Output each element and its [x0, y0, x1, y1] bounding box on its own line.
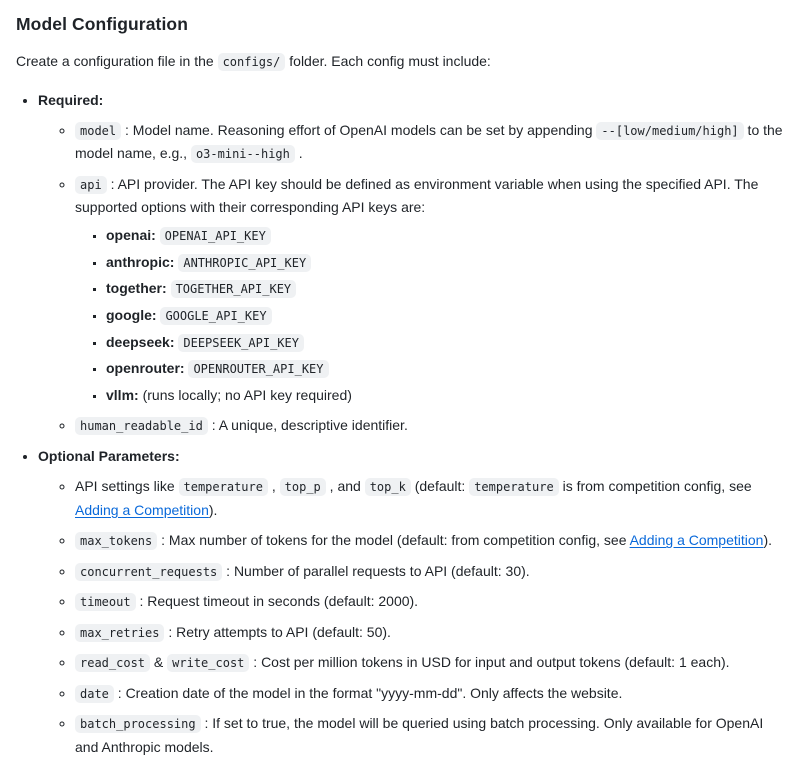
list-item: ◦ max_retries : Retry attempts to API (default: 50). — [75, 621, 784, 645]
inline-code: configs/ — [218, 53, 286, 71]
list-section — [38, 445, 784, 759]
inline-code: date — [75, 685, 114, 703]
list-item: ◦ max_tokens : Max number of tokens for the model (default: from competition config, see Adding a Competition). — [75, 529, 784, 553]
inline-code: ANTHROPIC_API_KEY — [178, 254, 311, 272]
sub-list-item: ▪ vllm: (runs locally; no API key required) — [106, 384, 784, 407]
inline-code: top_p — [280, 478, 326, 496]
page-title: Model Configuration — [16, 14, 189, 34]
bold-label: google: — [106, 306, 157, 323]
list-item: ◦ concurrent_requests : Number of parallel requests to API (default: 30). — [75, 560, 784, 584]
bold-label: deepseek: — [106, 333, 175, 350]
sub-list-item — [106, 277, 784, 300]
section-label: Required: — [38, 91, 104, 108]
inline-code: timeout — [75, 593, 136, 611]
inline-code: concurrent_requests — [75, 563, 222, 581]
inline-code: read_cost — [75, 654, 150, 672]
inline-code: temperature — [469, 478, 558, 496]
inline-code: --[low/medium/high] — [596, 122, 743, 140]
sub-list-item — [106, 224, 784, 247]
section-item-list — [38, 475, 784, 759]
sub-list-item — [106, 357, 784, 380]
inline-code: TOGETHER_API_KEY — [171, 280, 297, 298]
inline-code: model — [75, 122, 121, 140]
list-section — [38, 89, 784, 437]
sub-list-item — [106, 304, 784, 327]
bold-label: anthropic: — [106, 253, 175, 270]
list-item: ◦ date : Creation date of the model in the format "yyyy-mm-dd". Only affects the website. — [75, 682, 784, 706]
list-item: ◦ api : API provider. The API key should be defined as environment variable when using the specified API. The supported options with their corresponding API keys are: ▪ openai: OPENAI_API_KEY ▪ anthropic: ANTHROPIC_API_KEY ▪ together: TOGETHER_API_KEY ▪ google: GOOGLE_API_KEY ▪ deepseek: DEEPSEEK_API_KEY ▪ openrouter: OPENROUTER_API_KEY ▪ vllm: (runs locally; no API key required) — [75, 173, 784, 407]
config-list — [16, 89, 784, 760]
list-item: ◦ read_cost & write_cost : Cost per million tokens in USD for input and output tokens (default: 1 each). — [75, 651, 784, 675]
list-item: ◦ API settings like temperature , top_p , and top_k (default: temperature is from competition config, see Adding a Competition). — [75, 475, 784, 522]
inline-code: o3-mini--high — [191, 145, 295, 163]
inline-code: OPENAI_API_KEY — [160, 227, 271, 245]
sub-item-list — [75, 224, 784, 407]
inline-code: temperature — [179, 478, 268, 496]
inline-code: max_retries — [75, 624, 164, 642]
list-item: ◦ model : Model name. Reasoning effort of OpenAI models can be set by appending --[low/medium/high] to the model name, e.g., o3-mini--high . — [75, 119, 784, 166]
inline-code: DEEPSEEK_API_KEY — [178, 334, 304, 352]
section-item-list — [38, 119, 784, 437]
inline-code: human_readable_id — [75, 417, 208, 435]
list-item: ◦ timeout : Request timeout in seconds (default: 2000). — [75, 590, 784, 614]
inline-code: max_tokens — [75, 532, 157, 550]
link-adding-a-competition[interactable]: Adding a Competition — [629, 532, 764, 549]
inline-code: batch_processing — [75, 715, 201, 733]
section-label: Optional Parameters: — [38, 448, 180, 465]
inline-code: GOOGLE_API_KEY — [160, 307, 271, 325]
link-adding-a-competition[interactable]: Adding a Competition — [75, 501, 209, 518]
bold-label: openrouter: — [106, 360, 185, 377]
bold-label: together: — [106, 280, 167, 297]
sub-list-item — [106, 251, 784, 274]
intro-paragraph: Create a configuration file in the configs/ folder. Each config must include: — [16, 52, 491, 69]
list-item: ◦ human_readable_id : A unique, descriptive identifier. — [75, 414, 784, 438]
list-item: ◦ batch_processing : If set to true, the model will be queried using batch processing. Only available for OpenAI and Anthropic models. — [75, 712, 784, 759]
inline-code: write_cost — [167, 654, 249, 672]
sub-list-item — [106, 331, 784, 354]
bold-label: openai: — [106, 226, 156, 243]
inline-code: api — [75, 176, 107, 194]
bold-label: vllm: — [106, 386, 139, 403]
inline-code: OPENROUTER_API_KEY — [188, 360, 328, 378]
inline-code: top_k — [365, 478, 411, 496]
